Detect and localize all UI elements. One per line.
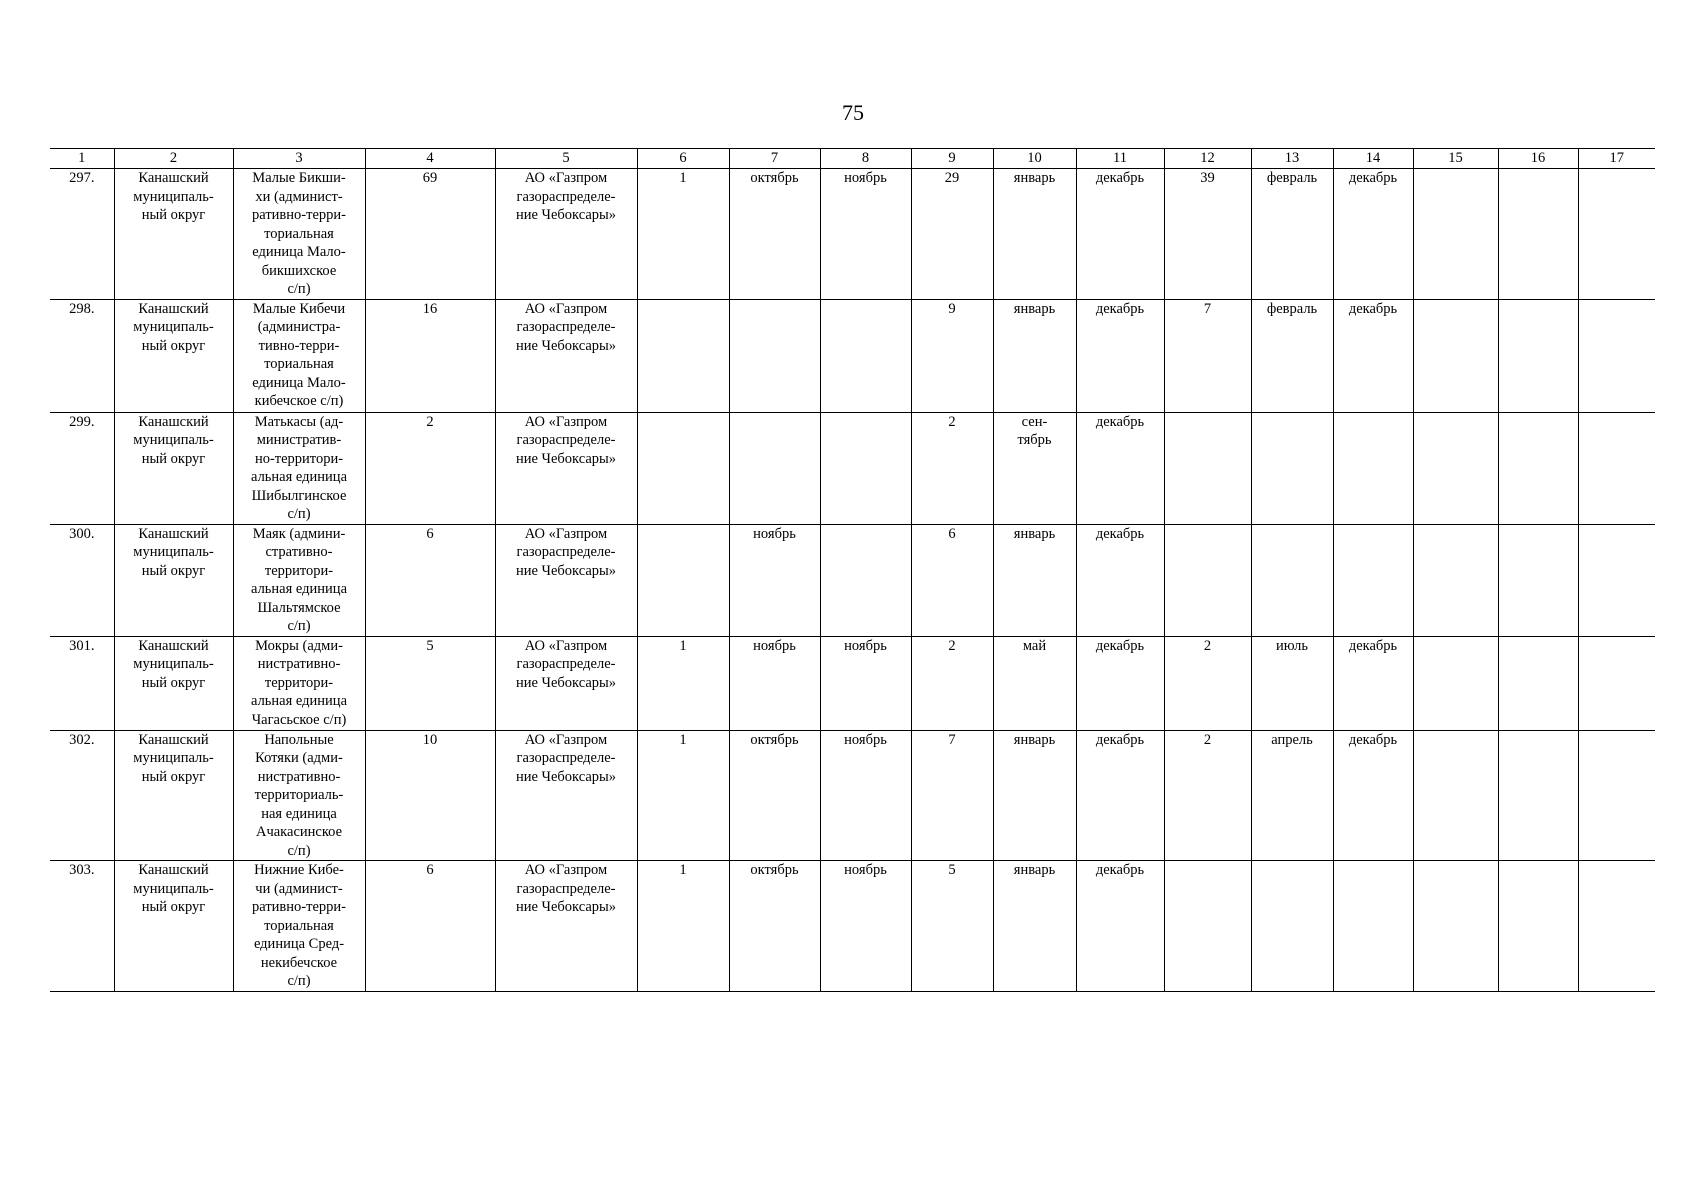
table-cell-col-15 [1413, 730, 1498, 861]
column-header-6: 6 [637, 149, 729, 169]
table-cell-col-9: 2 [911, 412, 993, 524]
table-cell-col-1: 301. [50, 636, 114, 730]
table-cell-col-1: 299. [50, 412, 114, 524]
table-cell-col-3: Напольные Котяки (адми- нистративно- территориаль- ная единица Ачакасинское с/п) [233, 730, 365, 861]
table-cell-col-5: АО «Газпром газораспределе- ние Чебоксары» [495, 636, 637, 730]
table-cell-col-4: 69 [365, 169, 495, 300]
table-cell-col-12: 2 [1164, 730, 1251, 861]
table-cell-col-17 [1578, 524, 1655, 636]
table-cell-col-6: 1 [637, 169, 729, 300]
table-cell-col-9: 7 [911, 730, 993, 861]
table-cell-col-1: 300. [50, 524, 114, 636]
table-row [50, 169, 1655, 300]
table-cell-col-4: 6 [365, 861, 495, 992]
table-cell-col-10: май [993, 636, 1076, 730]
table-cell-col-9: 5 [911, 861, 993, 992]
table-cell-col-1: 297. [50, 169, 114, 300]
table-cell-col-8 [820, 412, 911, 524]
table-cell-col-1: 303. [50, 861, 114, 992]
column-header-2: 2 [114, 149, 233, 169]
table-cell-col-8 [820, 299, 911, 412]
table-cell-col-12 [1164, 861, 1251, 992]
table-row [50, 636, 1655, 730]
table-cell-col-4: 16 [365, 299, 495, 412]
table-cell-col-15 [1413, 636, 1498, 730]
table-cell-col-12 [1164, 524, 1251, 636]
table-cell-col-10: январь [993, 861, 1076, 992]
table-cell-col-5: АО «Газпром газораспределе- ние Чебоксары» [495, 412, 637, 524]
table-cell-col-12: 7 [1164, 299, 1251, 412]
column-header-3: 3 [233, 149, 365, 169]
table-row [50, 861, 1655, 992]
table-cell-col-17 [1578, 412, 1655, 524]
table-cell-col-8 [820, 524, 911, 636]
table-cell-col-13: апрель [1251, 730, 1333, 861]
table-row [50, 524, 1655, 636]
table-cell-col-3: Малые Кибечи (администра- тивно-терри- ториальная единица Мало- кибечское с/п) [233, 299, 365, 412]
table-cell-col-2: Канашский муниципаль- ный округ [114, 524, 233, 636]
table-cell-col-4: 10 [365, 730, 495, 861]
column-header-16: 16 [1498, 149, 1578, 169]
table-cell-col-10: январь [993, 299, 1076, 412]
column-header-9: 9 [911, 149, 993, 169]
table-cell-col-7 [729, 412, 820, 524]
table-cell-col-2: Канашский муниципаль- ный округ [114, 861, 233, 992]
table-cell-col-3: Мокры (адми- нистративно- территори- альная единица Чагасьское с/п) [233, 636, 365, 730]
table-cell-col-8: ноябрь [820, 636, 911, 730]
table-cell-col-11: декабрь [1076, 730, 1164, 861]
table-cell-col-15 [1413, 524, 1498, 636]
table-cell-col-4: 5 [365, 636, 495, 730]
table-cell-col-3: Нижние Кибе- чи (админист- ративно-терри- ториальная единица Сред- некибечское с/п) [233, 861, 365, 992]
column-header-1: 1 [50, 149, 114, 169]
table-cell-col-2: Канашский муниципаль- ный округ [114, 730, 233, 861]
column-header-12: 12 [1164, 149, 1251, 169]
table-cell-col-16 [1498, 299, 1578, 412]
table-cell-col-15 [1413, 169, 1498, 300]
column-header-10: 10 [993, 149, 1076, 169]
table-cell-col-4: 2 [365, 412, 495, 524]
table-cell-col-8: ноябрь [820, 730, 911, 861]
table-cell-col-14 [1333, 524, 1413, 636]
table-cell-col-16 [1498, 524, 1578, 636]
column-header-13: 13 [1251, 149, 1333, 169]
column-header-15: 15 [1413, 149, 1498, 169]
table-cell-col-17 [1578, 636, 1655, 730]
table-cell-col-15 [1413, 861, 1498, 992]
table-cell-col-5: АО «Газпром газораспределе- ние Чебоксары» [495, 730, 637, 861]
table-cell-col-6 [637, 524, 729, 636]
table-cell-col-6 [637, 412, 729, 524]
table-cell-col-14: декабрь [1333, 299, 1413, 412]
table-cell-col-13: февраль [1251, 299, 1333, 412]
column-header-11: 11 [1076, 149, 1164, 169]
table-cell-col-13 [1251, 524, 1333, 636]
table-cell-col-16 [1498, 169, 1578, 300]
column-header-17: 17 [1578, 149, 1655, 169]
table-cell-col-7: октябрь [729, 169, 820, 300]
table-cell-col-12 [1164, 412, 1251, 524]
table-cell-col-13: февраль [1251, 169, 1333, 300]
table-cell-col-5: АО «Газпром газораспределе- ние Чебоксары» [495, 524, 637, 636]
table-cell-col-16 [1498, 730, 1578, 861]
table-cell-col-13 [1251, 861, 1333, 992]
table-cell-col-5: АО «Газпром газораспределе- ние Чебоксары» [495, 299, 637, 412]
table-cell-col-2: Канашский муниципаль- ный округ [114, 299, 233, 412]
table-cell-col-8: ноябрь [820, 169, 911, 300]
table-cell-col-4: 6 [365, 524, 495, 636]
table-cell-col-13: июль [1251, 636, 1333, 730]
table-row [50, 299, 1655, 412]
table-cell-col-11: декабрь [1076, 412, 1164, 524]
table-cell-col-17 [1578, 169, 1655, 300]
column-header-4: 4 [365, 149, 495, 169]
table-cell-col-14 [1333, 861, 1413, 992]
table-cell-col-9: 6 [911, 524, 993, 636]
table-cell-col-2: Канашский муниципаль- ный округ [114, 636, 233, 730]
table-cell-col-7: ноябрь [729, 524, 820, 636]
table-cell-col-10: январь [993, 169, 1076, 300]
table-cell-col-16 [1498, 861, 1578, 992]
table-row [50, 730, 1655, 861]
table-cell-col-11: декабрь [1076, 636, 1164, 730]
table-cell-col-16 [1498, 636, 1578, 730]
table-cell-col-7: ноябрь [729, 636, 820, 730]
header-row [50, 149, 1655, 169]
table-cell-col-10: сен- тябрь [993, 412, 1076, 524]
table-cell-col-17 [1578, 299, 1655, 412]
table-cell-col-3: Маяк (админи- стративно- территори- альная единица Шальтямское с/п) [233, 524, 365, 636]
table-cell-col-3: Матькасы (ад- министратив- но-территори- альная единица Шибылгинское с/п) [233, 412, 365, 524]
table-cell-col-11: декабрь [1076, 169, 1164, 300]
table-cell-col-1: 302. [50, 730, 114, 861]
table-cell-col-10: январь [993, 730, 1076, 861]
table-cell-col-16 [1498, 412, 1578, 524]
table-cell-col-6: 1 [637, 636, 729, 730]
table-cell-col-2: Канашский муниципаль- ный округ [114, 169, 233, 300]
table-cell-col-15 [1413, 299, 1498, 412]
table-cell-col-2: Канашский муниципаль- ный округ [114, 412, 233, 524]
table-cell-col-14: декабрь [1333, 636, 1413, 730]
column-header-8: 8 [820, 149, 911, 169]
table-cell-col-13 [1251, 412, 1333, 524]
column-header-5: 5 [495, 149, 637, 169]
table-cell-col-8: ноябрь [820, 861, 911, 992]
table-cell-col-6: 1 [637, 730, 729, 861]
table-cell-col-6 [637, 299, 729, 412]
table-row [50, 412, 1655, 524]
table-cell-col-12: 2 [1164, 636, 1251, 730]
table-cell-col-14: декабрь [1333, 169, 1413, 300]
table-cell-col-3: Малые Бикши- хи (админист- ративно-терри- ториальная единица Мало- бикшихское с/п) [233, 169, 365, 300]
table-cell-col-1: 298. [50, 299, 114, 412]
table-cell-col-14: декабрь [1333, 730, 1413, 861]
table-cell-col-7 [729, 299, 820, 412]
table-cell-col-17 [1578, 730, 1655, 861]
data-table [50, 148, 1655, 992]
table-cell-col-7: октябрь [729, 861, 820, 992]
table-cell-col-11: декабрь [1076, 861, 1164, 992]
table-cell-col-9: 9 [911, 299, 993, 412]
table-cell-col-17 [1578, 861, 1655, 992]
page-number: 75 [842, 100, 864, 125]
table-cell-col-10: январь [993, 524, 1076, 636]
table-cell-col-11: декабрь [1076, 524, 1164, 636]
column-header-14: 14 [1333, 149, 1413, 169]
table-cell-col-6: 1 [637, 861, 729, 992]
table-cell-col-9: 29 [911, 169, 993, 300]
table-cell-col-14 [1333, 412, 1413, 524]
table-cell-col-7: октябрь [729, 730, 820, 861]
table-cell-col-12: 39 [1164, 169, 1251, 300]
table-cell-col-5: АО «Газпром газораспределе- ние Чебоксары» [495, 169, 637, 300]
table-cell-col-11: декабрь [1076, 299, 1164, 412]
table-cell-col-9: 2 [911, 636, 993, 730]
table-cell-col-15 [1413, 412, 1498, 524]
column-header-7: 7 [729, 149, 820, 169]
table-cell-col-5: АО «Газпром газораспределе- ние Чебоксары» [495, 861, 637, 992]
